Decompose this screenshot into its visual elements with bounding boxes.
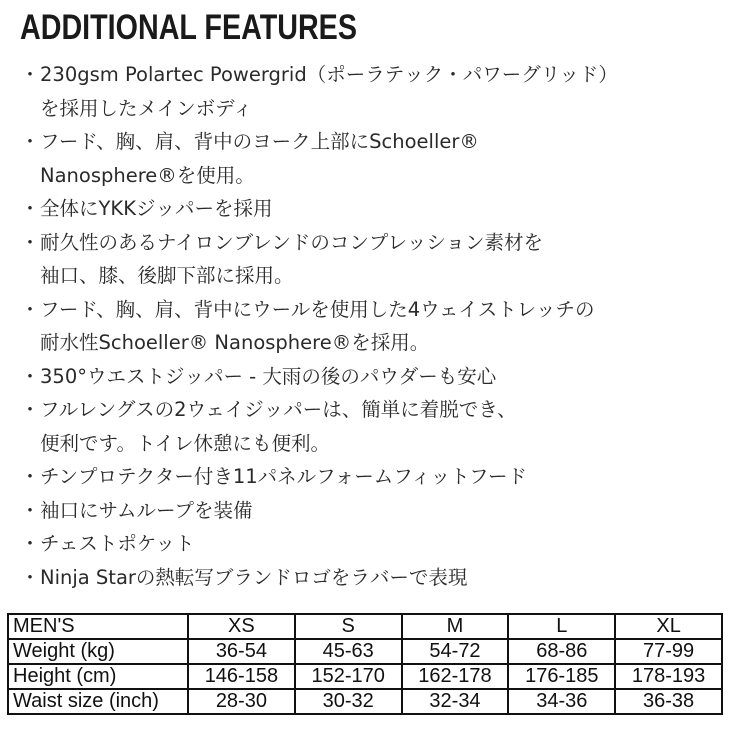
bullet-marker: ・ xyxy=(20,398,40,421)
size-row xyxy=(8,639,722,664)
size-value: 34-36 xyxy=(508,689,615,714)
feature-item xyxy=(20,293,735,360)
size-value: 162-178 xyxy=(402,664,509,689)
feature-item xyxy=(20,561,735,595)
row-label: MEN'S xyxy=(8,614,188,639)
size-header-row xyxy=(8,614,722,639)
feature-text-continued: を採用したメインボディ xyxy=(40,96,253,120)
feature-text-continued: 便利です。トイレ休憩にも便利。 xyxy=(40,431,330,455)
size-value: 36-54 xyxy=(188,639,295,664)
size-row xyxy=(8,664,722,689)
size-value: 54-72 xyxy=(402,639,509,664)
size-value: 68-86 xyxy=(508,639,615,664)
size-header-cell: L xyxy=(508,614,615,639)
feature-text-continued: 袖口、膝、後脚下部に採用。 xyxy=(40,264,294,287)
size-chart xyxy=(7,613,723,715)
feature-text: フード、胸、肩、背中にウールを使用した4ウェイストレッチの xyxy=(40,297,595,321)
size-header-cell: XL xyxy=(615,614,722,639)
size-value: 176-185 xyxy=(508,664,615,689)
feature-item xyxy=(20,58,735,125)
feature-item xyxy=(20,494,735,528)
size-header-cell: S xyxy=(295,614,402,639)
feature-item xyxy=(20,226,735,293)
bullet-marker: ・ xyxy=(20,364,40,388)
row-label: Waist size (inch) xyxy=(8,689,188,714)
feature-list xyxy=(20,58,735,594)
size-value: 77-99 xyxy=(615,639,722,664)
feature-text: 230gsm Polartec Powergrid（ポーラテック・パワーグリッド） xyxy=(40,63,618,86)
page-title: ADDITIONAL FEATURES xyxy=(20,8,357,47)
feature-text: フード、胸、肩、背中のヨーク上部にSchoeller® xyxy=(40,130,479,153)
size-value: 32-34 xyxy=(402,689,509,714)
size-value: 146-158 xyxy=(188,664,295,689)
row-label: Height (cm) xyxy=(8,664,188,689)
feature-text: 350°ウエストジッパー - 大雨の後のパウダーも安心 xyxy=(40,364,497,388)
size-value: 45-63 xyxy=(295,639,402,664)
size-value: 152-170 xyxy=(295,664,402,689)
bullet-marker: ・ xyxy=(20,532,40,555)
size-header-cell: M xyxy=(402,614,509,639)
feature-text: 袖口にサムループを装備 xyxy=(40,498,253,522)
bullet-marker: ・ xyxy=(20,63,40,86)
feature-text: フルレングスの2ウェイジッパーは、簡単に着脱でき、 xyxy=(40,398,517,421)
bullet-marker: ・ xyxy=(20,465,40,488)
size-value: 28-30 xyxy=(188,689,295,714)
feature-item xyxy=(20,527,735,561)
feature-item xyxy=(20,460,735,494)
feature-text-continued: Nanosphere®を使用。 xyxy=(40,163,255,187)
size-row xyxy=(8,689,722,714)
feature-text: チェストポケット xyxy=(40,532,195,555)
feature-text: 全体にYKKジッパーを採用 xyxy=(40,197,273,220)
bullet-marker: ・ xyxy=(20,297,40,321)
feature-item xyxy=(20,192,735,226)
bullet-marker: ・ xyxy=(20,197,40,220)
feature-item xyxy=(20,125,735,192)
row-label: Weight (kg) xyxy=(8,639,188,664)
bullet-marker: ・ xyxy=(20,498,40,522)
size-value: 36-38 xyxy=(615,689,722,714)
bullet-marker: ・ xyxy=(20,130,40,153)
size-value: 30-32 xyxy=(295,689,402,714)
size-header-cell: XS xyxy=(188,614,295,639)
feature-text: Ninja Starの熱転写ブランドロゴをラバーで表現 xyxy=(40,565,468,589)
feature-text: チンプロテクター付き11パネルフォームフィットフード xyxy=(40,465,527,488)
feature-text: 耐久性のあるナイロンブレンドのコンプレッション素材を xyxy=(40,230,544,254)
bullet-marker: ・ xyxy=(20,565,40,589)
feature-item xyxy=(20,393,735,460)
feature-item xyxy=(20,360,735,394)
feature-text-continued: 耐水性Schoeller® Nanosphere®を採用。 xyxy=(40,331,430,354)
size-value: 178-193 xyxy=(615,664,722,689)
bullet-marker: ・ xyxy=(20,230,40,254)
